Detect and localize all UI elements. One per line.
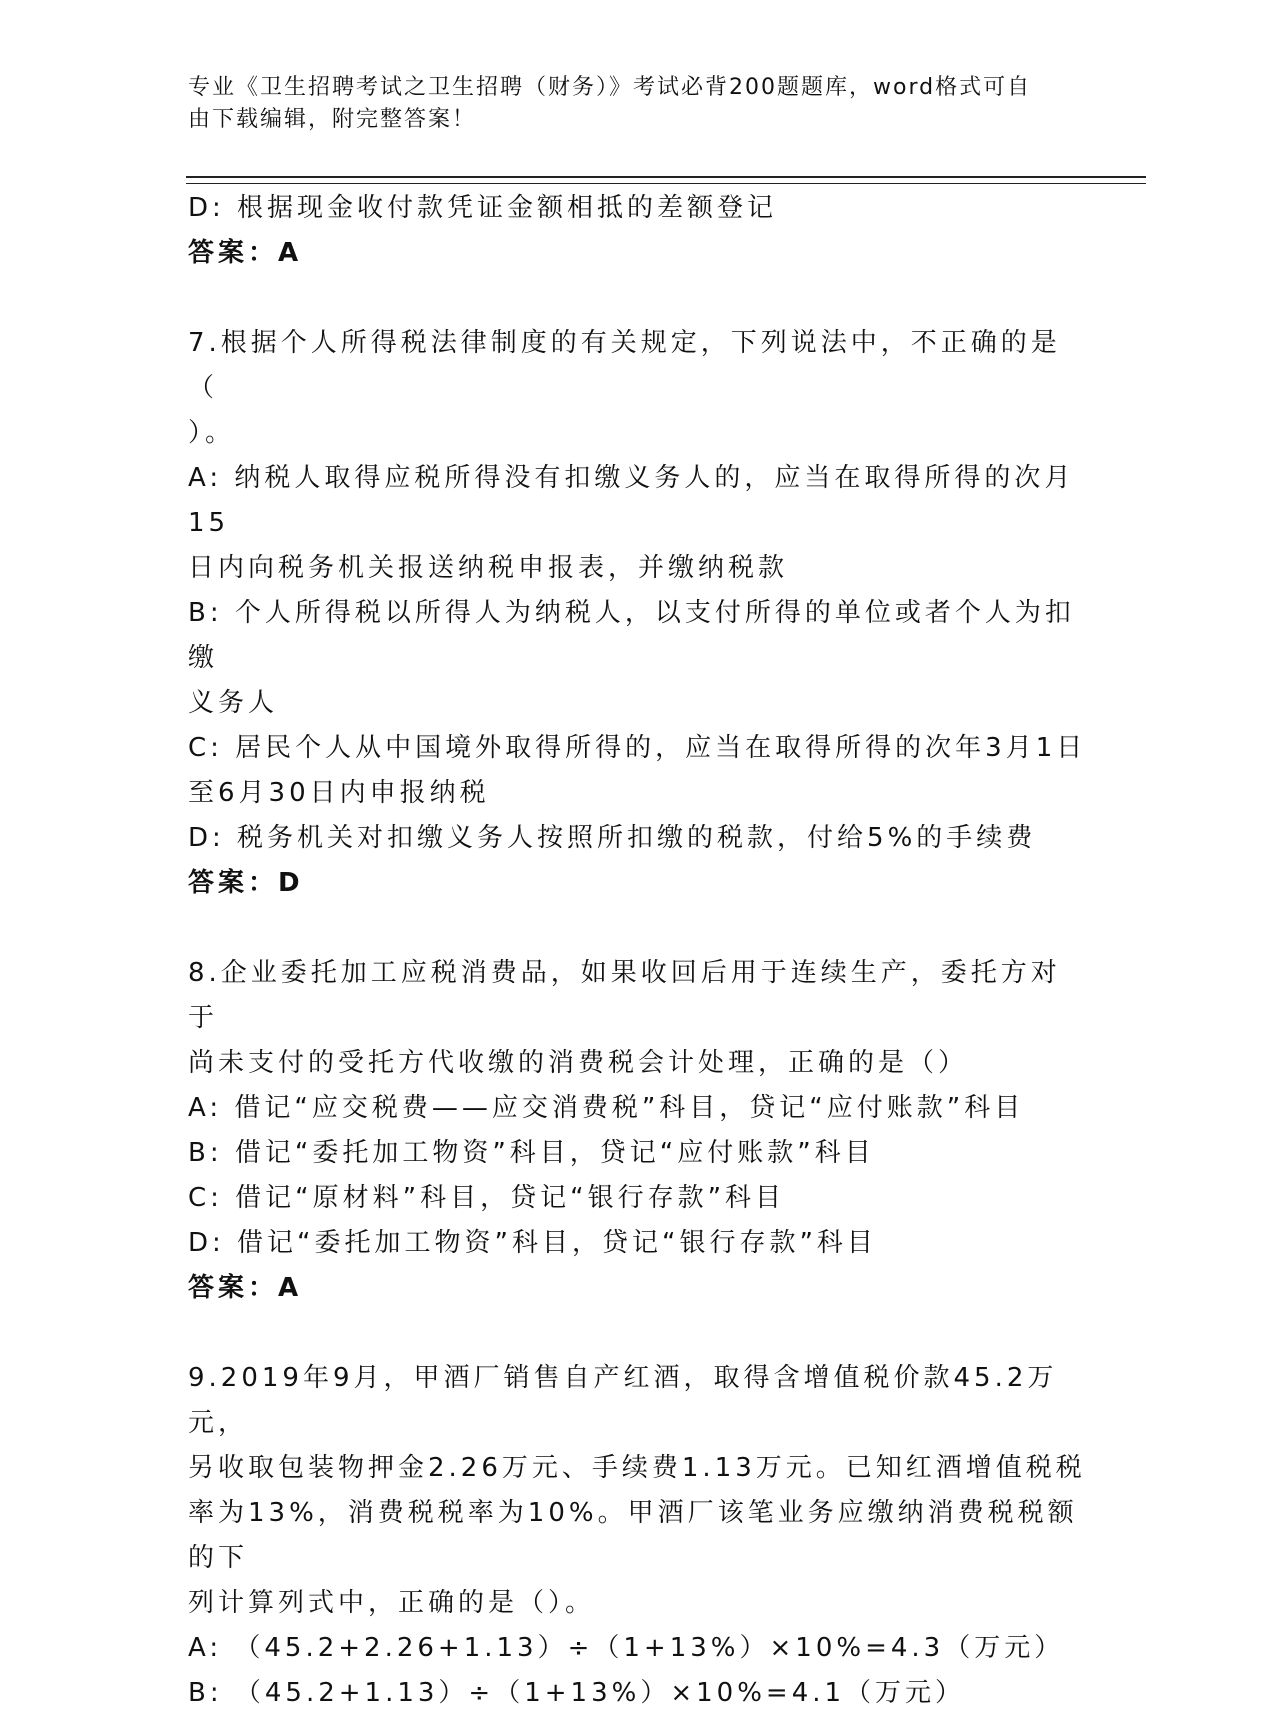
question-8	[188, 951, 1088, 1311]
question-9	[188, 1356, 1088, 1716]
option-c: C: 居民个人从中国境外取得所得的，应当在取得所得的次年3月1日	[188, 733, 1087, 763]
spacer	[188, 906, 1088, 951]
header-line-1: 专业《卫生招聘考试之卫生招聘（财务）》考试必背200题题库，word格式可自	[188, 75, 1032, 100]
answer-label: 答案：A	[188, 238, 303, 268]
question-list	[188, 186, 1088, 1716]
question-stem: 8.企业委托加工应税消费品，如果收回后用于连续生产，委托方对于	[188, 958, 1061, 1033]
header-line-2: 由下载编辑，附完整答案！	[188, 107, 477, 132]
option-b: B: （45.2+1.13）÷（1+13%）×10%=4.1（万元）	[188, 1678, 966, 1708]
question-7	[188, 321, 1088, 906]
option-b: B: 借记“委托加工物资”科目，贷记“应付账款”科目	[188, 1138, 875, 1168]
option-b: B: 个人所得税以所得人为纳税人，以支付所得的单位或者个人为扣缴	[188, 598, 1075, 673]
option-a: A: 借记“应交税费——应交消费税”科目，贷记“应付账款”科目	[188, 1093, 1025, 1123]
option-d: D: 借记“委托加工物资”科目，贷记“银行存款”科目	[188, 1228, 877, 1258]
option-d: D: 根据现金收付款凭证金额相抵的差额登记	[188, 193, 778, 223]
question-stem: 另收取包装物押金2.26万元、手续费1.13万元。已知红酒增值税税	[188, 1453, 1086, 1483]
option-c: 至6月30日内申报纳税	[188, 778, 490, 808]
spacer	[188, 1311, 1088, 1356]
question-6-tail	[188, 186, 1088, 276]
option-a: A: 纳税人取得应税所得没有扣缴义务人的，应当在取得所得的次月15	[188, 463, 1075, 538]
question-stem: 9.2019年9月，甲酒厂销售自产红酒，取得含增值税价款45.2万元，	[188, 1363, 1058, 1438]
option-d: D: 税务机关对扣缴义务人按照所扣缴的税款，付给5%的手续费	[188, 823, 1037, 853]
spacer	[188, 276, 1088, 321]
header-divider-thin	[186, 183, 1146, 184]
question-stem: 7.根据个人所得税法律制度的有关规定，下列说法中，不正确的是（	[188, 328, 1061, 403]
question-stem: 列计算列式中，正确的是（）。	[188, 1588, 596, 1618]
question-stem: 尚未支付的受托方代收缴的消费税会计处理，正确的是（）	[188, 1048, 969, 1078]
option-c: C: 借记“原材料”科目，贷记“银行存款”科目	[188, 1183, 786, 1213]
question-stem: ）。	[188, 418, 236, 448]
option-a: A: （45.2+2.26+1.13）÷（1+13%）×10%=4.3（万元）	[188, 1633, 1065, 1663]
question-stem: 率为13%，消费税税率为10%。甲酒厂该笔业务应缴纳消费税税额的下	[188, 1498, 1078, 1573]
page-header	[188, 72, 1068, 136]
answer-label: 答案：D	[188, 868, 304, 898]
header-divider-thick	[186, 176, 1146, 178]
answer-label: 答案：A	[188, 1273, 303, 1303]
option-a: 日内向税务机关报送纳税申报表，并缴纳税款	[188, 553, 789, 583]
option-b: 义务人	[188, 688, 279, 718]
